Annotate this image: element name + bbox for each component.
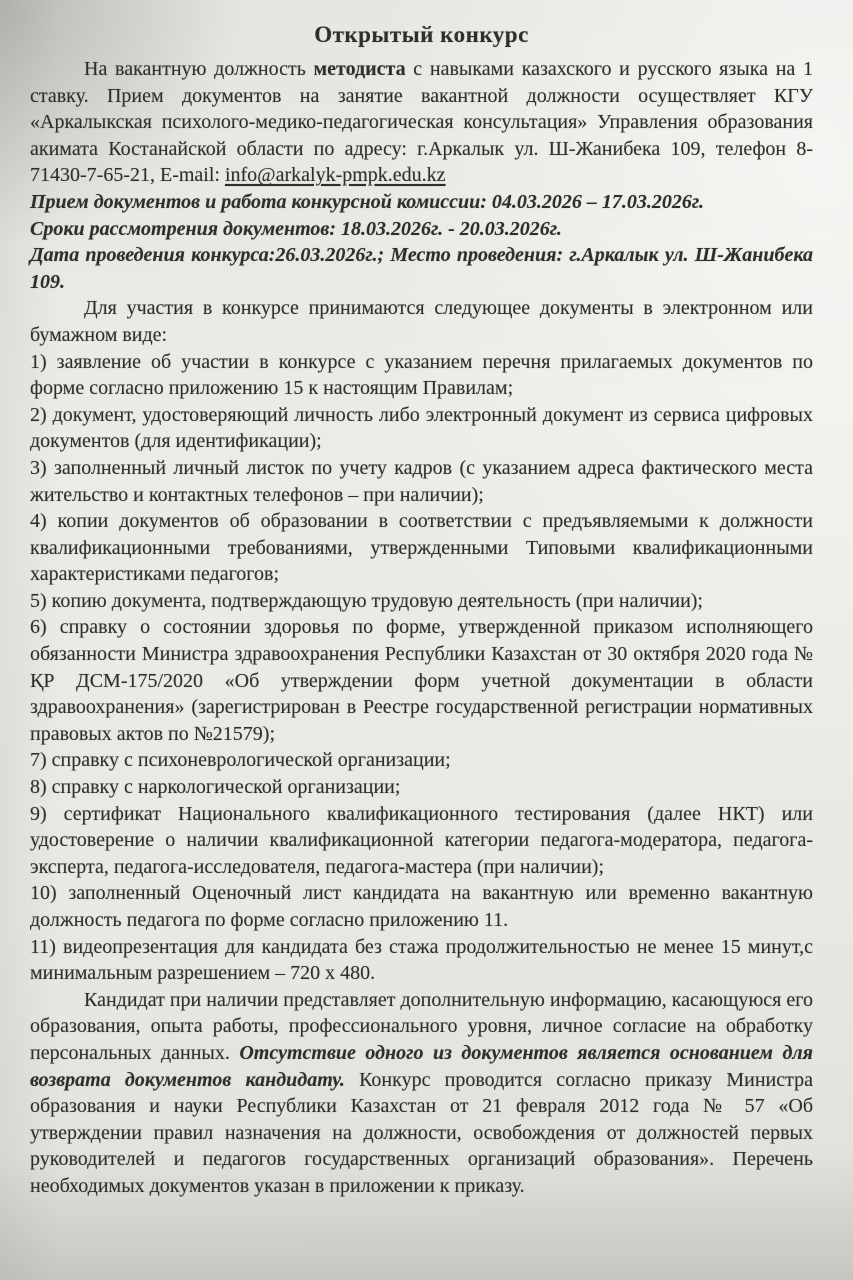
list-item-6: 6) справку о состоянии здоровья по форме, утвержденной приказом исполняющего обязанности Министра здравоохранения Республики Казахстан от 30 октября 2020 года № ҚР ДСМ-175/2020 «Об утверждении форм учетной документации в области здравоохранения» (зарегистрирован в Реестре государственной регистрации нормативных правовых актов по №21579); <box>30 616 813 745</box>
list-item-2: 2) документ, удостоверяющий личность либо электронный документ из сервиса цифровых документов (для идентификации); <box>30 403 813 453</box>
list-intro-paragraph: Для участия в конкурсе принимаются следующее документы в электронном или бумажном виде: <box>30 297 813 346</box>
list-item-1: 1) заявление об участии в конкурсе с указанием перечня прилагаемых документов по форме согласно приложению 15 к настоящим Правилам; <box>30 350 813 400</box>
email-link[interactable]: info@arkalyk-pmpk.edu.kz <box>224 164 446 187</box>
list-item-9: 9) сертификат Национального квалификационного тестирования (далее НКТ) или удостоверение о наличии квалификационной категории педагога-модератора, педагога-эксперта, педагога-исследователя, педагога-мастера (при наличии); <box>30 802 813 878</box>
list-item-5: 5) копию документа, подтверждающую трудовую деятельность (при наличии); <box>30 589 703 612</box>
list-item-7: 7) справку с психоневрологической организации; <box>30 749 451 772</box>
document-content <box>30 20 813 1200</box>
intro-paragraph <box>30 56 813 189</box>
intro-text-pre: На вакантную должность <box>84 58 314 80</box>
closing-text-post: Конкурс проводится согласно приказу Министра образования и науки Республики Казахстан от 21 февраля 2012 года № 57 «Об утверждении правил назначения на должности, освобождения от должностей первых руководителей и педагогов государственных организаций образования». Перечень необходимых документов указан в приложении к приказу. <box>30 1068 813 1197</box>
closing-text-pre: Кандидат при наличии представляет дополнительную информацию, касающуюся его образования, опыта работы, профессионального уровня, личное согласие на обработку персональных данных. <box>30 988 813 1064</box>
list-item-11: 11) видеопрезентация для кандидата без стажа продолжительностью не менее 15 минут,с минимальным разрешением – 720 х 480. <box>30 935 813 985</box>
list-item-3: 3) заполненный личный листок по учету кадров (с указанием адреса фактического места жительство и контактных телефонов – при наличии); <box>30 456 813 506</box>
schedule-line-review: Сроки рассмотрения документов: 18.03.2026г. - 20.03.2026г. <box>30 217 562 240</box>
schedule-line-date-place: Дата проведения конкурса:26.03.2026г.; Место проведения: г.Аркалык ул. Ш-Жанибека 109. <box>30 244 813 293</box>
closing-paragraph <box>30 987 813 1200</box>
list-item-10: 10) заполненный Оценочный лист кандидата на вакантную или временно вакантную должность педагога по форме согласно приложению 11. <box>30 882 813 931</box>
list-item-8: 8) справку с наркологической организации; <box>30 776 401 799</box>
closing-bold-italic-warning: Отсутствие одного из документов является основанием для возврата документов кандидату. <box>30 1041 813 1091</box>
intro-bold-word: методиста <box>313 58 406 80</box>
intro-text-mid: с навыками казахского и русского языка на 1 ставку. Прием документов на занятие вакантной должности осуществляет КГУ «Аркалыкская психолого-медико-педагогическая консультация» Управления образования акимата Костанайской области по адресу: г.Аркалык ул. Ш-Жанибека 109, телефон 8-71430-7-65-21, E-mail: <box>30 58 813 187</box>
document-title: Открытый конкурс <box>314 22 529 47</box>
schedule-line-reception: Прием документов и работа конкурсной комиссии: 04.03.2026 – 17.03.2026г. <box>30 190 705 213</box>
list-item-4: 4) копии документов об образовании в соответствии с предъявляемыми к должности квалификационными требованиями, утвержденными Типовыми квалификационными характеристиками педагогов; <box>30 510 813 586</box>
